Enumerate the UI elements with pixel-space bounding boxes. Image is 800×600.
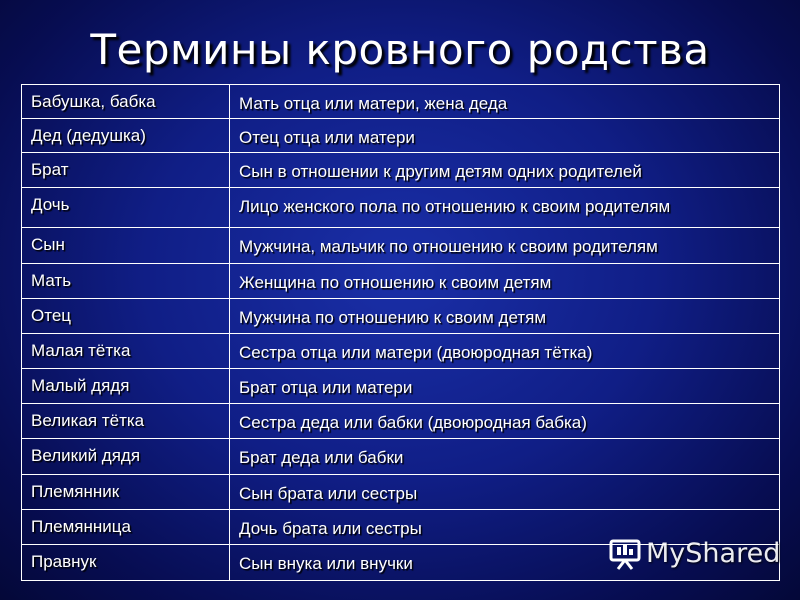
kinship-terms-table	[21, 84, 780, 581]
term-cell: Дед (дедушка)	[22, 119, 230, 153]
term-cell: Малый дядя	[22, 369, 230, 404]
table-row	[22, 153, 780, 188]
myshared-watermark	[608, 536, 788, 572]
term-cell: Мать	[22, 264, 230, 299]
term-cell: Правнук	[22, 545, 230, 581]
definition-cell: Лицо женского пола по отношению к своим родителям	[230, 188, 780, 228]
definition-cell: Сын внука или внучки	[230, 545, 780, 581]
table-row	[22, 404, 780, 439]
table-row	[22, 188, 780, 228]
watermark-text: MyShared	[646, 538, 781, 569]
definition-cell: Сын брата или сестры	[230, 475, 780, 510]
term-cell: Великая тётка	[22, 404, 230, 439]
term-cell: Племянник	[22, 475, 230, 510]
term-cell: Сын	[22, 228, 230, 264]
table-row	[22, 334, 780, 369]
definition-cell: Сестра деда или бабки (двоюродная бабка)	[230, 404, 780, 439]
definition-cell: Мужчина, мальчик по отношению к своим родителям	[230, 228, 780, 264]
term-cell: Малая тётка	[22, 334, 230, 369]
definition-cell: Брат деда или бабки	[230, 439, 780, 475]
definition-cell: Сестра отца или матери (двоюродная тётка)	[230, 334, 780, 369]
definition-cell: Сын в отношении к другим детям одних родителей	[230, 153, 780, 188]
term-cell: Бабушка, бабка	[22, 85, 230, 119]
table-row	[22, 119, 780, 153]
table-row	[22, 228, 780, 264]
table-row	[22, 369, 780, 404]
definition-cell: Мужчина по отношению к своим детям	[230, 299, 780, 334]
definition-cell: Мать отца или матери, жена деда	[230, 85, 780, 119]
definition-cell: Брат отца или матери	[230, 369, 780, 404]
table-row	[22, 475, 780, 510]
term-cell: Дочь	[22, 188, 230, 228]
term-cell: Великий дядя	[22, 439, 230, 475]
table-row	[22, 439, 780, 475]
slide-title: Термины кровного родства	[90, 25, 710, 74]
definition-cell: Отец отца или матери	[230, 119, 780, 153]
table-row	[22, 299, 780, 334]
definition-cell: Женщина по отношению к своим детям	[230, 264, 780, 299]
term-cell: Племянница	[22, 510, 230, 545]
term-cell: Брат	[22, 153, 230, 188]
definition-cell: Дочь брата или сестры	[230, 510, 780, 545]
presentation-board-icon	[608, 537, 642, 571]
term-cell: Отец	[22, 299, 230, 334]
table-row	[22, 85, 780, 119]
table-row	[22, 264, 780, 299]
